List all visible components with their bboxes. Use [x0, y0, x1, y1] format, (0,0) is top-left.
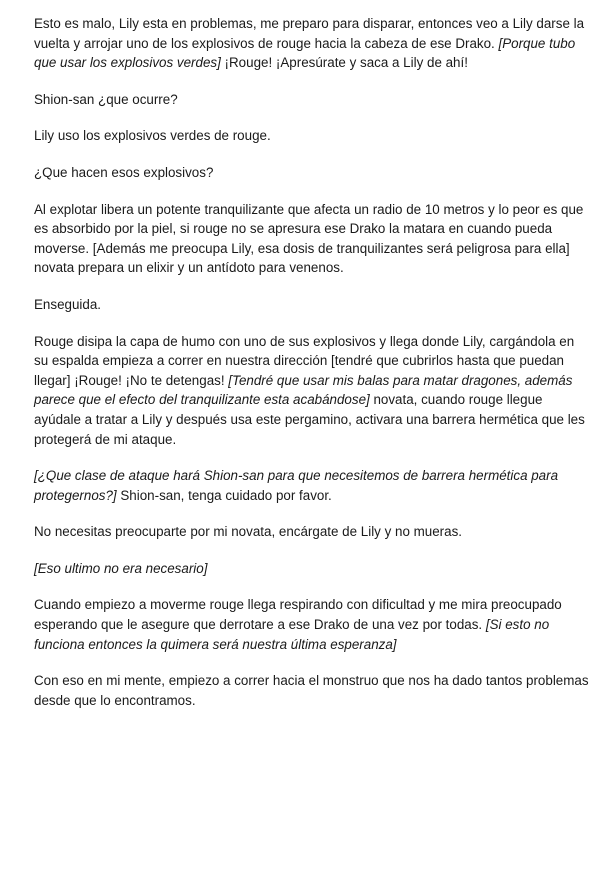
italic-thought-text: [Si esto no funciona entonces la quimera será nuestra última esperanza] [34, 617, 550, 652]
paragraph [34, 295, 592, 315]
body-text: ¿Que hacen esos explosivos? [34, 164, 214, 180]
body-text: Lily uso los explosivos verdes de rouge. [34, 128, 271, 144]
body-text: Esto es malo, Lily esta en problemas, me preparo para disparar, entonces veo a Lily darse la vuelta y arrojar uno de los explosivos de rouge hacia la cabeza de ese Drako. [34, 16, 585, 51]
body-text: Shion-san ¿que ocurre? [34, 91, 178, 107]
body-text: Enseguida. [34, 296, 102, 312]
body-text: ¡Rouge! ¡Apresúrate y saca a Lily de ahí! [220, 55, 468, 71]
body-text: Cuando empiezo a moverme rouge llega respirando con dificultad y me mira preocupado esperando que le asegure que derrotare a ese Drako de una vez por todas. [34, 597, 562, 633]
paragraph [34, 90, 592, 110]
paragraph [34, 559, 592, 579]
italic-thought-text: [¿Que clase de ataque hará Shion-san para que necesitemos de barrera hermética para protegernos?] [34, 468, 559, 503]
paragraph [34, 163, 592, 183]
paragraph [34, 595, 592, 654]
body-text: Shion-san, tenga cuidado por favor. [116, 487, 332, 503]
document-body [34, 14, 592, 710]
paragraph [34, 466, 592, 505]
body-text: Al explotar libera un potente tranquilizante que afecta un radio de 10 metros y lo peor es que es absorbido por la piel, si rouge no se apresura ese Drako la matara en cuando pueda moverse. [Además me preocupa Lily, esa dosis de tranquilizantes será peligrosa para ella] novata prepara un elixir y un antídoto para venenos. [34, 201, 584, 276]
body-text: novata, cuando rouge llegue ayúdale a tratar a Lily y después usa este pergamino, activara una barrera hermética que les protegerá de mi ataque. [34, 392, 585, 447]
italic-thought-text: [Eso ultimo no era necesario] [34, 560, 208, 576]
italic-thought-text: [Porque tubo que usar los explosivos verdes] [34, 35, 576, 71]
paragraph [34, 671, 592, 710]
paragraph [34, 332, 592, 450]
body-text: Rouge disipa la capa de humo con uno de sus explosivos y llega donde Lily, cargándola en su espalda empieza a correr en nuestra dirección [tendré que cubrirlos hasta que puedan llegar] ¡Rouge! ¡No te detengas! [34, 333, 575, 388]
body-text: No necesitas preocuparte por mi novata, encárgate de Lily y no mueras. [34, 524, 462, 540]
paragraph [34, 200, 592, 278]
paragraph [34, 522, 592, 542]
body-text: Con eso en mi mente, empiezo a correr hacia el monstruo que nos ha dado tantos problemas desde que lo encontramos. [34, 673, 589, 708]
paragraph [34, 14, 592, 73]
paragraph [34, 126, 592, 146]
italic-thought-text: [Tendré que usar mis balas para matar dragones, además parece que el efecto del tranquilizante esta acabándose] [34, 372, 573, 408]
